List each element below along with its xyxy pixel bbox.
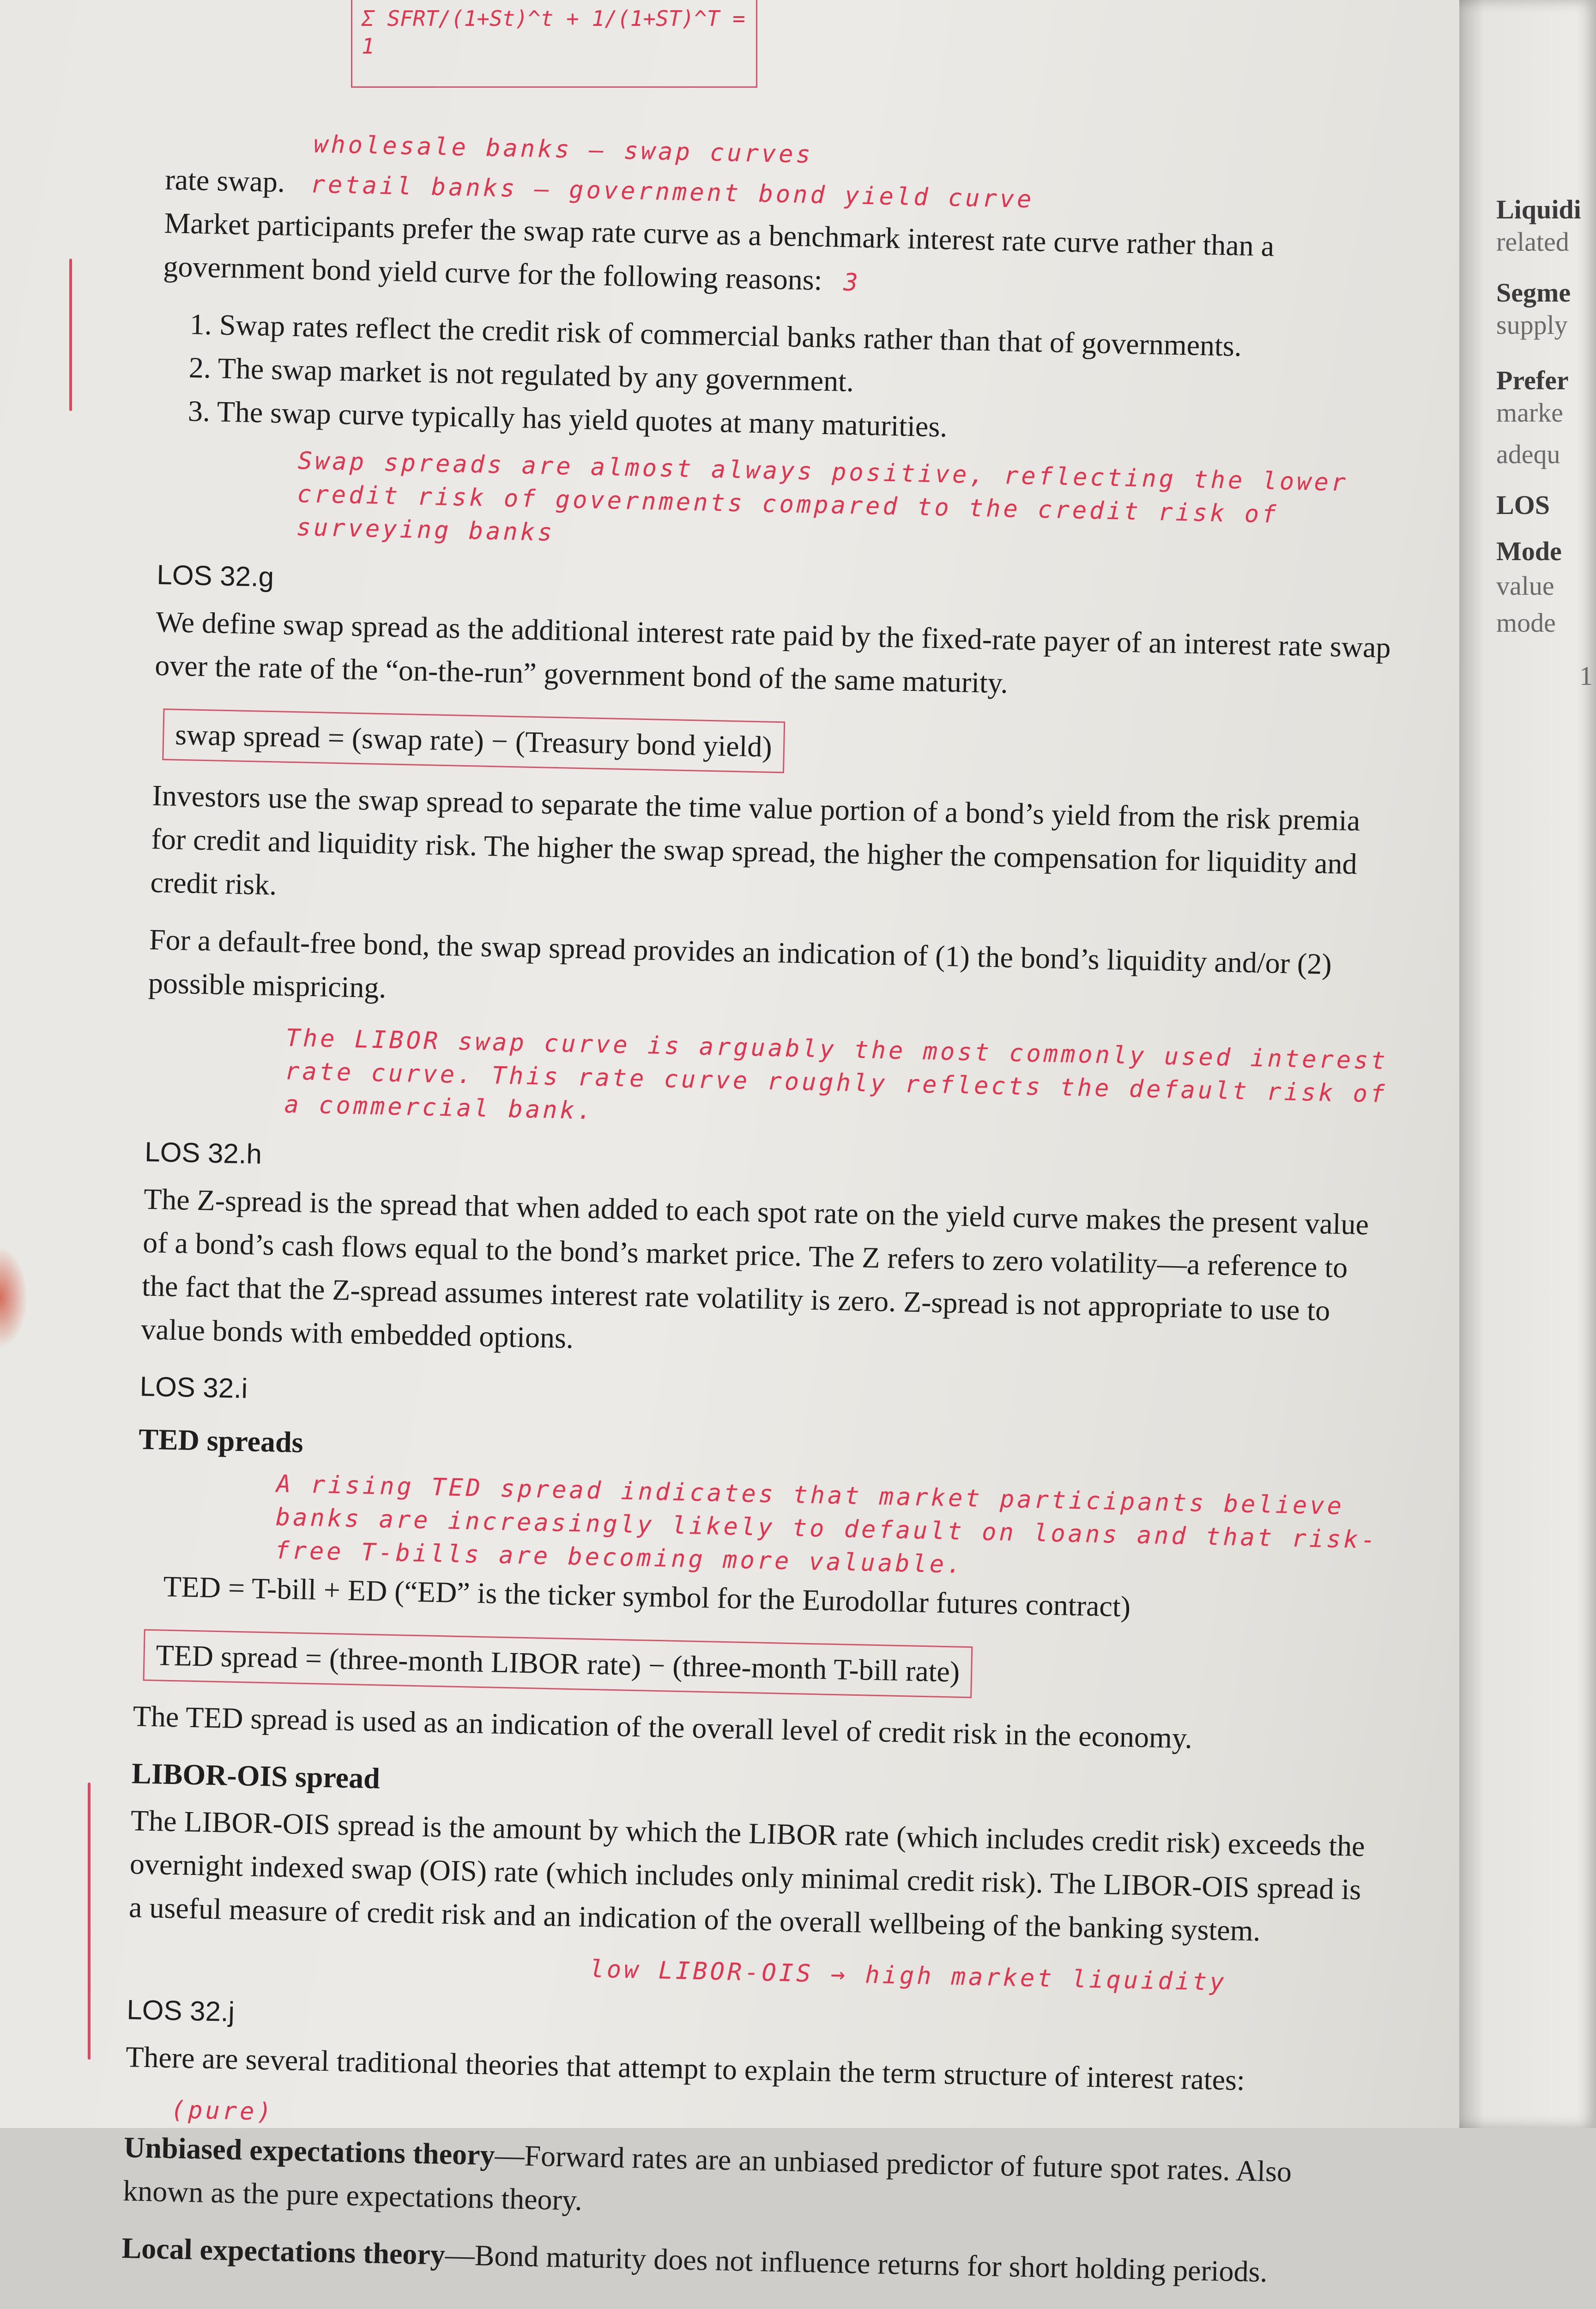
facing-text: value (1496, 571, 1554, 601)
libor-ois-heading: LIBOR-OIS spread (131, 1757, 381, 1795)
annotation-wholesale: wholesale banks — swap curves (313, 130, 814, 169)
los-32g-heading: LOS 32.g (156, 559, 274, 593)
paragraph-theories: There are several traditional theories that attempt to explain the term structure of interest rates: (125, 2040, 1245, 2097)
facing-text: related (1496, 227, 1569, 257)
unbiased-text: —Forward rates are an unbiased predictor of future spot rates. Also known as the pure expectations theory. (122, 2138, 1292, 2217)
annotation-ted: A rising TED spread indicates that market participants believe banks are increasingly likely to default on loans and that risk-free T-bills are becoming more valuable. (274, 1470, 1378, 1579)
handwritten-formula: Σ SFRT/(1+St)^t + 1/(1+ST)^T = 1 (362, 6, 745, 59)
paragraph-libor-ois: The LIBOR-OIS spread is the amount by which the LIBOR rate (which includes credit risk) exceeds the overnight indexed swap (OIS) rate (which includes only minimal credit risk). The LIBOR-OIS spread is a useful measure of credit risk and an indication of the overall wellbeing of the banking system. (128, 1804, 1366, 1947)
facing-label: Mode (1496, 536, 1562, 566)
los-32j-heading: LOS 32.j (126, 1994, 235, 2027)
facing-label: LOS (1496, 490, 1550, 520)
paragraph-define: We define swap spread as the additional interest rate paid by the fixed-rate payer of an interest rate swap over the rate of the “on-the-run” government bond of the same maturity. (154, 605, 1391, 700)
list-item: 2. The swap market is not regulated by any government. (188, 351, 854, 398)
page-content (121, 125, 1413, 2309)
annotation-swap-spreads: Swap spreads are almost always positive, reflecting the lower credit risk of governments compared to the credit risk of surveying banks (296, 447, 1349, 547)
ted-spreads-heading: TED spreads (138, 1422, 304, 1459)
paragraph-default-free: For a default-free bond, the swap spread provides an indication of (1) the bond’s liquidity and/or (2) possible mispricing. (148, 923, 1332, 1004)
reasons-list (160, 302, 1409, 458)
facing-text: mode (1496, 608, 1556, 638)
local-expectations (121, 2226, 1369, 2296)
local-text: —Bond maturity does not influence returns for short holding periods. (445, 2238, 1268, 2288)
los-32i-heading: LOS 32.i (139, 1371, 248, 1404)
facing-text: supply (1496, 310, 1568, 340)
paragraph-z-spread: The Z-spread is the spread that when added to each spot rate on the yield curve makes the present value of a bond’s cash flows equal to the bond’s market price. The Z refers to zero volatility—a reference to the fact that the Z-spread assumes interest rate volatility is zero. Z-spread is not appropriate to use to value bonds with embedded options. (140, 1182, 1369, 1355)
annotation-libor-curve: The LIBOR swap curve is arguably the most commonly used interest rate curve. This rate curve roughly reflects the default risk of a commercial bank. (284, 1024, 1389, 1125)
swap-spread-formula: swap spread = (swap rate) − (Treasury bond yield) (175, 718, 773, 763)
paragraph-prefer-text: Market participants prefer the swap rate curve as a benchmark interest rate curve rather than a government bond yield curve for the following reasons: (163, 206, 1275, 296)
handwritten-formula-box (351, 0, 757, 88)
list-item: 3. The swap curve typically has yield quotes at many maturities. (187, 394, 948, 443)
ted-formula: TED spread = (three-month LIBOR rate) − (three-month T-bill rate) (155, 1638, 960, 1688)
facing-text: marke (1496, 398, 1563, 428)
unbiased-term: Unbiased expectations theory (123, 2131, 496, 2171)
annotation-pure: (pure) (170, 2096, 275, 2126)
facing-text: adequ (1496, 439, 1560, 469)
swap-spread-formula-box (162, 708, 785, 773)
ted-definition: TED = T-bill + ED (“ED” is the ticker symbol for the Eurodollar futures contract) (163, 1570, 1131, 1623)
facing-label: Liquidi (1496, 194, 1581, 224)
facing-text: 1 (1579, 661, 1593, 691)
facing-label: Segme (1496, 278, 1571, 308)
los-32h-heading: LOS 32.h (144, 1136, 262, 1170)
rate-swap-text: rate swap. (164, 163, 285, 199)
thumb-shadow (0, 1247, 28, 1348)
local-term: Local expectations theory (121, 2231, 446, 2271)
margin-bracket (88, 1783, 91, 2060)
margin-bracket (69, 259, 72, 411)
list-item: 1. Swap rates reflect the credit risk of commercial banks rather than that of governments. (189, 308, 1242, 363)
ted-formula-box (143, 1629, 973, 1699)
facing-label: Prefer (1496, 365, 1569, 395)
paragraph-ted: The TED spread is used as an indication of the overall level of credit risk in the economy. (133, 1699, 1193, 1755)
annotation-three: 3 (843, 268, 861, 297)
annotation-low-libor: low LIBOR-OIS → high market liquidity (589, 1955, 1227, 1996)
annotation-retail: retail banks — government bond yield curve (310, 170, 1034, 214)
paragraph-investors: Investors use the swap spread to separate the time value portion of a bond’s yield from the risk premia for credit and liquidity risk. The higher the swap spread, the higher the compensation for liquidity and credit risk. (150, 779, 1360, 901)
